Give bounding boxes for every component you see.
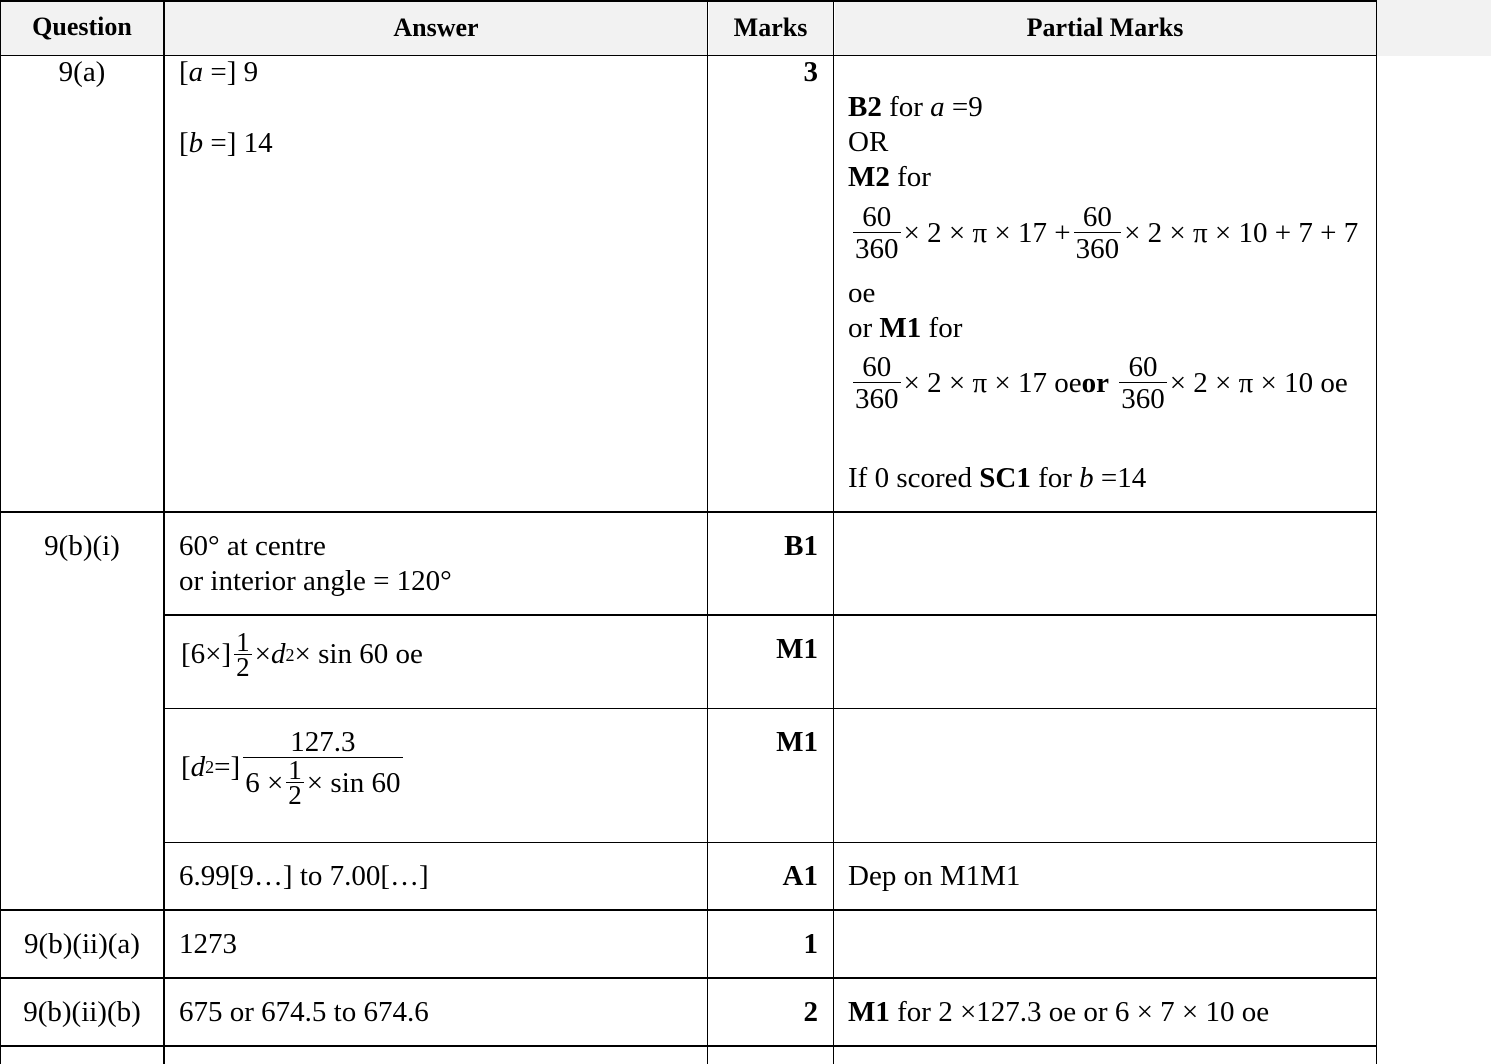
answer-value: 1273 (179, 928, 237, 960)
rule (1376, 0, 1377, 1064)
partial-b2: B2 for a =9 (848, 91, 983, 123)
rule (0, 977, 1377, 979)
partial-marks-text: Dep on M1M1 (848, 860, 1021, 892)
answer-a: [a =] 9 (179, 56, 259, 88)
answer-expression: [ d 2 =] 127.3 6 × $\frac{1}{2}$ × sin 60 (181, 726, 401, 810)
answer-line: or interior angle = 120° (179, 565, 452, 597)
partial-m1-expression: $\frac{60}{360}$ × 2 × π × 17 oe or $\frac{60}{360}$ × 2 × π × 10 oe (855, 351, 1348, 415)
header-marks: Marks (733, 13, 808, 42)
marks-value: M1 (776, 726, 818, 758)
rule (0, 511, 1377, 513)
partial-m2-expression: $\frac{60}{360}$ × 2 × π × 17 + $\frac{60}{360}$ × 2 × π × 10 + 7 + 7 (855, 201, 1359, 265)
question-label: 9(a) (58, 56, 106, 88)
partial-sc1: If 0 scored SC1 for b =14 (848, 462, 1147, 494)
answer-value: 675 or 674.5 to 674.6 (179, 996, 429, 1028)
answer-b: [b =] 14 (179, 127, 273, 159)
partial-oe: oe (848, 277, 876, 309)
partial-m1: or M1 for (848, 312, 963, 344)
marks-value: B1 (784, 530, 818, 562)
answer-value: 6.99[9…] to 7.00[…] (179, 860, 429, 892)
question-label: 9(b)(i) (44, 530, 120, 562)
marks-value: 3 (803, 56, 818, 88)
rule (0, 909, 1377, 911)
marks-value: 2 (803, 996, 818, 1028)
marks-value: A1 (782, 860, 818, 892)
header-extension (1377, 0, 1491, 56)
rule (164, 708, 1377, 709)
rule (0, 0, 1377, 2)
partial-marks-text: M1 for 2 ×127.3 oe or 6 × 7 × 10 oe (848, 996, 1270, 1028)
partial-m2: M2 for (848, 161, 931, 193)
answer-line: 60° at centre (179, 530, 326, 562)
marks-value: 1 (803, 928, 818, 960)
answer-expression: [6×] $\frac{1}{2}$ × d 2 × sin 60 oe (181, 627, 423, 682)
header-question: Question (32, 12, 132, 41)
rule (164, 614, 1377, 616)
header-answer: Answer (393, 13, 479, 42)
marks-value: M1 (776, 633, 818, 665)
rule (164, 842, 1377, 843)
rule (0, 1045, 1377, 1047)
rule (833, 0, 834, 1064)
question-label: 9(b)(ii)(b) (23, 996, 141, 1028)
rule (163, 0, 165, 1064)
partial-or: OR (848, 126, 889, 158)
question-label: 9(b)(ii)(a) (24, 928, 140, 960)
header-partial-marks: Partial Marks (1026, 13, 1184, 42)
